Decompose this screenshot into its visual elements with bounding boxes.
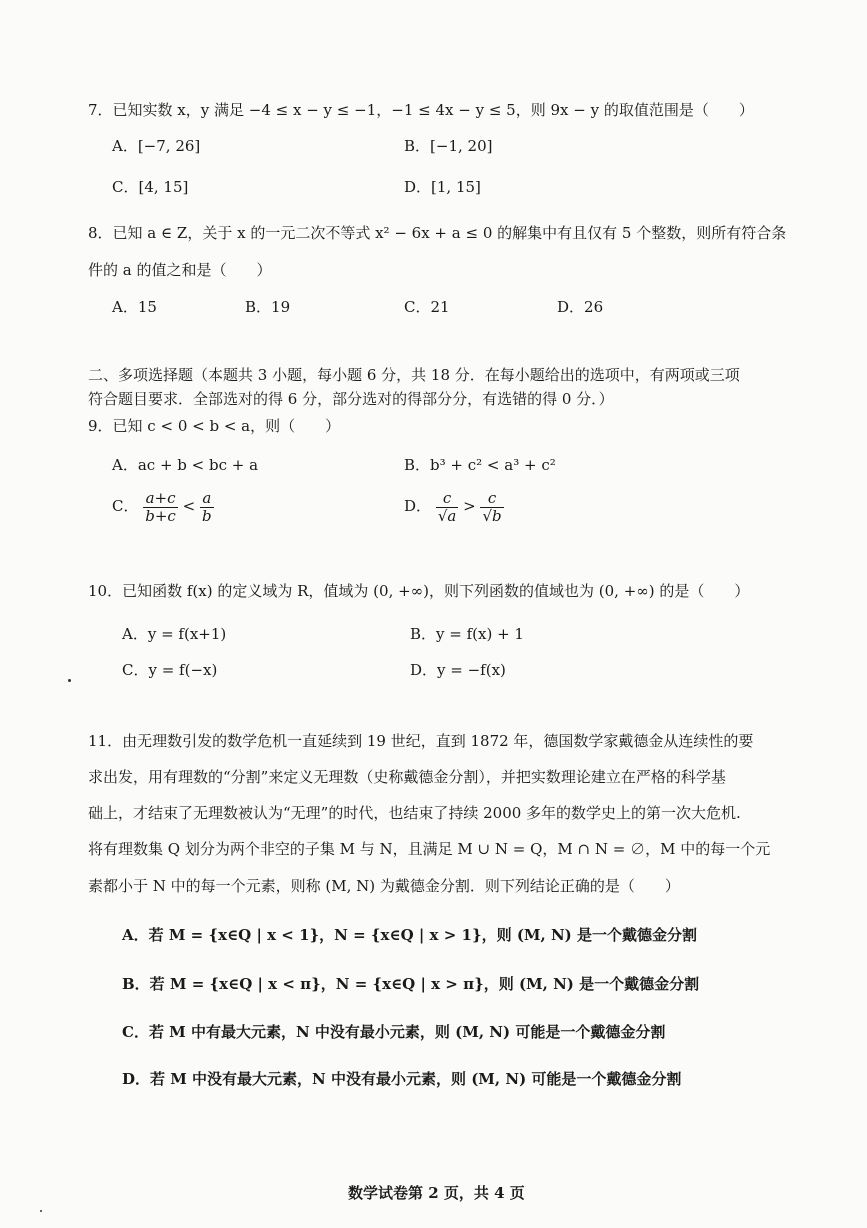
- q11-option-d: D．若 M 中没有最大元素，N 中没有最小元素，则 (M, N) 可能是一个戴德金分割: [122, 1070, 682, 1088]
- q9-option-d: [404, 487, 504, 525]
- q8-option-d: D．26: [557, 298, 604, 316]
- q8-option-a: A．15: [112, 298, 157, 316]
- q9-option-c-label: C．: [112, 497, 139, 515]
- q9-stem: 9．已知 c < 0 < b < a，则（ ）: [88, 417, 341, 435]
- q11-option-b: B．若 M = {x∈Q | x < π}，N = {x∈Q | x > π}，则 (M, N) 是一个戴德金分割: [122, 975, 700, 993]
- fraction-denominator: b+c: [145, 506, 176, 525]
- q7-option-a: A．[−7, 26]: [112, 137, 201, 155]
- scan-speck: [68, 679, 71, 682]
- comparison-operator: <: [182, 497, 196, 515]
- section2-heading-line1: 二、多项选择题（本题共 3 小题，每小题 6 分，共 18 分．在每小题给出的选项中，有两项或三项: [88, 366, 740, 384]
- section2-heading-line2: 符合题目要求．全部选对的得 6 分，部分选对的得部分分，有选错的得 0 分．）: [88, 390, 614, 408]
- q8-option-b: B．19: [245, 298, 291, 316]
- q10-option-a: A．y = f(x+1): [122, 625, 227, 643]
- q9-option-d-fraction-left: [436, 490, 459, 525]
- q9-option-d-fraction-right: [480, 490, 503, 525]
- q7-option-b: B．[−1, 20]: [404, 137, 493, 155]
- q9-option-a: A．ac + b < bc + a: [112, 456, 259, 474]
- q7-option-c: C．[4, 15]: [112, 178, 189, 196]
- q9-option-b: B．b³ + c² < a³ + c²: [404, 456, 556, 474]
- comparison-operator: >: [463, 497, 476, 515]
- fraction-denominator: √b: [482, 506, 502, 525]
- q7-option-d: D．[1, 15]: [404, 178, 481, 196]
- q11-stem-line4: 将有理数集 Q 划分为两个非空的子集 M 与 N，且满足 M ∪ N = Q，M ∩ N = ∅，M 中的每一个元: [88, 840, 771, 858]
- q9-option-d-label: D．: [404, 497, 432, 515]
- fraction-numerator: a: [200, 490, 214, 508]
- fraction-numerator: c: [436, 490, 459, 508]
- q8-stem-line2: 件的 a 的值之和是（ ）: [88, 261, 272, 279]
- q11-stem-line2: 求出发，用有理数的“分割”来定义无理数（史称戴德金分割），并把实数理论建立在严格的科学基: [88, 768, 726, 786]
- q9-option-c-fraction-left: [143, 490, 178, 525]
- q7-stem: 7．已知实数 x，y 满足 −4 ≤ x − y ≤ −1，−1 ≤ 4x − y ≤ 5，则 9x − y 的取值范围是（ ）: [88, 101, 754, 119]
- q10-stem: 10．已知函数 f(x) 的定义域为 R，值域为 (0, +∞)，则下列函数的值域也为 (0, +∞) 的是（ ）: [88, 582, 750, 600]
- fraction-numerator: c: [480, 490, 503, 508]
- q11-stem-line5: 素都小于 N 中的每一个元素，则称 (M, N) 为戴德金分割．则下列结论正确的是（ ）: [88, 877, 680, 895]
- q9-option-c-fraction-right: [200, 490, 214, 525]
- q11-stem-line3: 础上，才结束了无理数被认为“无理”的时代，也结束了持续 2000 多年的数学史上的第一次大危机.: [88, 804, 741, 822]
- fraction-denominator: b: [201, 506, 212, 525]
- q11-option-a: A．若 M = {x∈Q | x < 1}，N = {x∈Q | x > 1}，则 (M, N) 是一个戴德金分割: [122, 926, 697, 944]
- q10-option-c: C．y = f(−x): [122, 661, 218, 679]
- q11-stem-line1: 11．由无理数引发的数学危机一直延续到 19 世纪，直到 1872 年，德国数学家戴德金从连续性的要: [88, 732, 754, 750]
- q8-option-c: C．21: [404, 298, 450, 316]
- scan-speck: [40, 1210, 42, 1212]
- q10-option-d: D．y = −f(x): [410, 661, 506, 679]
- page-footer: 数学试卷第 2 页，共 4 页: [348, 1184, 525, 1202]
- fraction-denominator: √a: [437, 506, 457, 525]
- q10-option-b: B．y = f(x) + 1: [410, 625, 524, 643]
- q11-option-c: C．若 M 中有最大元素，N 中没有最小元素，则 (M, N) 可能是一个戴德金分割: [122, 1023, 666, 1041]
- q9-option-c: [112, 487, 214, 525]
- q8-stem-line1: 8．已知 a ∈ Z，关于 x 的一元二次不等式 x² − 6x + a ≤ 0 的解集中有且仅有 5 个整数，则所有符合条: [88, 224, 787, 242]
- fraction-numerator: a+c: [143, 490, 178, 508]
